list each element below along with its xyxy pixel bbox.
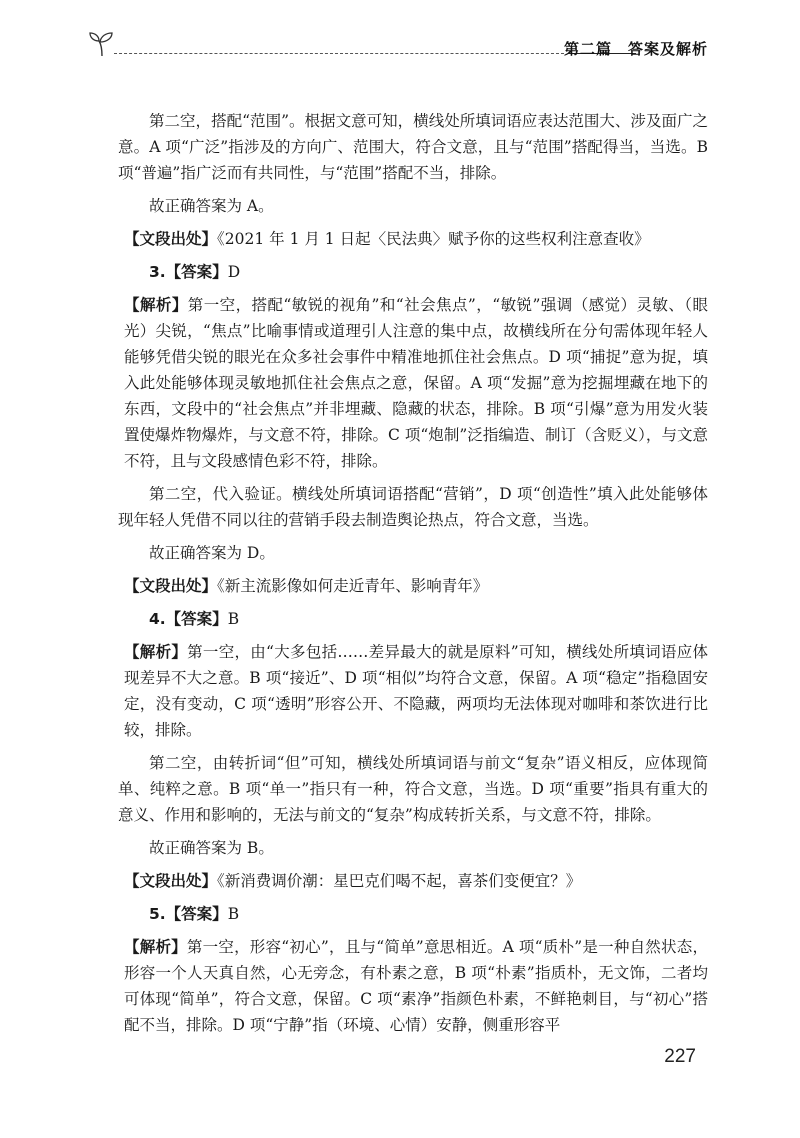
answer-body — [118, 108, 708, 1045]
page-number: 227 — [664, 1046, 696, 1067]
section-tag: 5.【答案】 — [149, 905, 228, 923]
section-tag: 【文段出处】 — [124, 577, 218, 595]
section-tag: 【解析】 — [124, 296, 188, 314]
analysis-paragraph: 【解析】第一空，形容“初心”，且与“简单”意思相近。A 项“质朴”是一种自然状态，形容一个人天真自然，心无旁念，有朴素之意，B 项“朴素”指质朴，无文饰，二者均可体现“简单”，符合文意，保留。C 项“素净”指颜色朴素，不鲜艳刺目，与“初心”搭配不当，排除。D 项“宁静”指（环境、心情）安静，侧重形容平 — [124, 938, 708, 1034]
paragraph: 第二空，代入验证。横线处所填词语搭配“营销”，D 项“创造性”填入此处能够体现年轻人凭借不同以往的营销手段去制造舆论热点，符合文意，当选。 — [118, 485, 708, 529]
paragraph: 故正确答案为 B。 — [149, 839, 274, 857]
paragraph: 故正确答案为 A。 — [149, 197, 274, 215]
section-tag: 【解析】 — [124, 643, 188, 661]
header-rule-dashed — [114, 53, 564, 54]
section-tag: 【解析】 — [124, 938, 187, 956]
paragraph: 故正确答案为 D。 — [149, 544, 275, 562]
section-tag: 4.【答案】 — [149, 610, 228, 628]
analysis-paragraph: 【解析】第一空，搭配“敏锐的视角”和“社会焦点”，“敏锐”强调（感觉）灵敏、（眼光）尖锐，“焦点”比喻事情或道理引人注意的集中点，故横线所在分句需体现年轻人能够凭借尖锐的眼光在众多社会事件中精准地抓住社会焦点。D 项“捕捉”意为捉，填入此处能够体现灵敏地抓住社会焦点之意，保留。A 项“发掘”意为挖掘埋藏在地下的东西，文段中的“社会焦点”并非埋藏、隐藏的状态，排除。B 项“引爆”意为用发火装置使爆炸物爆炸，与文意不符，排除。C 项“炮制”泛指编造、制订（含贬义），与文意不符，且与文段感情色彩不符，排除。 — [124, 296, 708, 470]
answer-heading: 5.【答案】B — [149, 905, 240, 923]
source-citation: 【文段出处】《2021 年 1 月 1 日起〈民法典〉赋予你的这些权利注意查收》 — [124, 230, 650, 248]
source-citation: 【文段出处】《新主流影像如何走近青年、影响青年》 — [124, 577, 489, 595]
source-citation: 【文段出处】《新消费调价潮：星巴克们喝不起，喜茶们变便宜？》 — [124, 872, 582, 890]
analysis-paragraph: 【解析】第一空，由“大多包括……差异最大的就是原料”可知，横线处所填词语应体现差异不大之意。B 项“接近”、D 项“相似”均符合文意，保留。A 项“稳定”指稳固安定，没有变动，C 项“透明”形容公开、不隐藏，两项均无法体现对咖啡和茶饮进行比较，排除。 — [124, 643, 708, 739]
answer-heading: 3.【答案】D — [149, 263, 241, 281]
page-header — [88, 28, 708, 64]
paragraph: 第二空，搭配“范围”。根据文意可知，横线处所填词语应表达范围大、涉及面广之意。A 项“广泛”指涉及的方向广、范围大，符合文意，且与“范围”搭配得当，当选。B 项“普遍”指广泛而有共同性，与“范围”搭配不当，排除。 — [118, 112, 708, 182]
section-title: 第二篇 答案及解析 — [563, 40, 708, 58]
paragraph: 第二空，由转折词“但”可知，横线处所填词语与前文“复杂”语义相反，应体现简单、纯粹之意。B 项“单一”指只有一种，符合文意，当选。D 项“重要”指具有重大的意义、作用和影响的，无法与前文的“复杂”构成转折关系，与文意不符，排除。 — [118, 754, 708, 824]
sprout-icon — [88, 28, 116, 58]
section-tag: 【文段出处】 — [124, 872, 218, 890]
answer-heading: 4.【答案】B — [149, 610, 240, 628]
section-tag: 【文段出处】 — [124, 230, 218, 248]
section-tag: 3.【答案】 — [149, 263, 228, 281]
